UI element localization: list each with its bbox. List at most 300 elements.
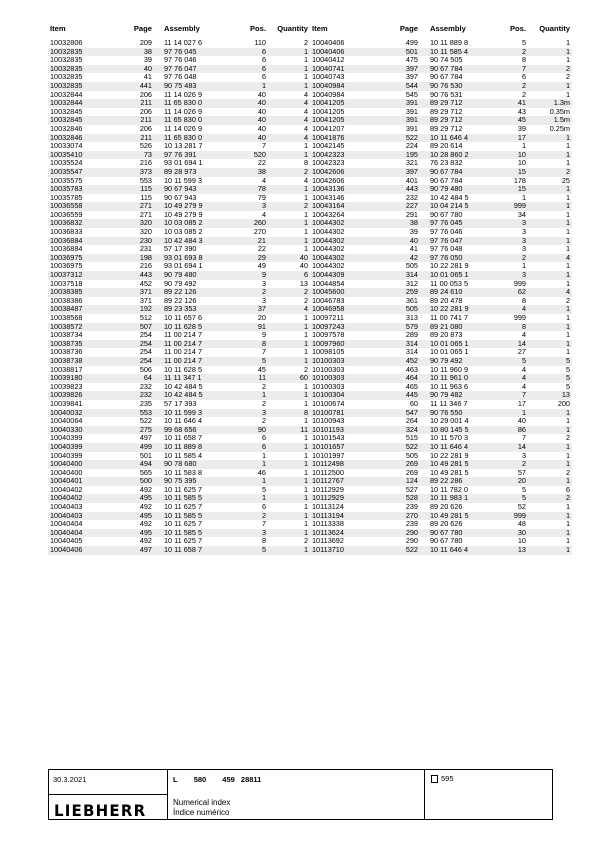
footer-date: 30.3.2021 bbox=[53, 775, 87, 784]
table-row bbox=[48, 314, 310, 323]
cell-item: 10032845 bbox=[50, 107, 83, 116]
cell-pos: 15 bbox=[494, 185, 528, 194]
table-row bbox=[310, 168, 572, 177]
cell-quantity: 6 bbox=[565, 485, 570, 494]
table-row bbox=[48, 426, 310, 435]
table-row bbox=[310, 108, 572, 117]
cell-quantity: 1 bbox=[268, 82, 310, 91]
cell-page: 371 bbox=[122, 288, 154, 297]
cell-pos: 520 bbox=[234, 151, 268, 160]
cell-page: 545 bbox=[405, 90, 418, 99]
header-page: Page bbox=[399, 24, 418, 33]
cell-page: 397 bbox=[405, 73, 418, 82]
cell-page: 38 bbox=[390, 219, 420, 228]
cell-pos: 8 bbox=[234, 340, 268, 349]
cell-item: 10097211 bbox=[312, 314, 344, 322]
cell-pos: 3 bbox=[494, 219, 528, 228]
cell-quantity: 2 bbox=[528, 494, 572, 503]
table-row bbox=[310, 245, 572, 254]
table-row bbox=[48, 262, 310, 271]
table-row bbox=[48, 202, 310, 211]
cell-quantity: 1 bbox=[565, 56, 570, 65]
cell-quantity: 1 bbox=[303, 142, 308, 151]
cell-assembly: 97 76 048 bbox=[164, 73, 197, 82]
cell-item: 10100303 bbox=[310, 374, 390, 383]
cell-assembly: 89 29 712 bbox=[430, 107, 463, 116]
table-row bbox=[48, 91, 310, 100]
cell-assembly: 10 22 281 9 bbox=[430, 451, 469, 460]
cell-pos: 2 bbox=[234, 512, 268, 521]
cell-assembly: 10 11 960 9 bbox=[430, 365, 469, 374]
cell-quantity: 1 bbox=[303, 485, 308, 494]
cell-assembly: 90 67 780 bbox=[430, 210, 463, 219]
cell-page: 501 bbox=[390, 48, 420, 57]
cell-pos: 40 bbox=[234, 134, 268, 143]
cell-pos: 6 bbox=[234, 65, 268, 74]
cell-assembly: 11 65 830 0 bbox=[154, 134, 234, 143]
cell-page: 290 bbox=[405, 537, 418, 546]
cell-page: 254 bbox=[122, 357, 154, 366]
table-row bbox=[48, 108, 310, 117]
cell-page: 198 bbox=[122, 254, 154, 263]
cell-assembly: 10 42 484 5 bbox=[164, 382, 203, 391]
table-row bbox=[310, 537, 572, 546]
cell-pos: 29 bbox=[234, 254, 268, 263]
cell-pos: 9 bbox=[234, 271, 268, 280]
cell-page: 506 bbox=[139, 365, 152, 374]
cell-item: 10113710 bbox=[310, 546, 390, 555]
cell-page: 494 bbox=[122, 460, 154, 469]
cell-page: 371 bbox=[139, 296, 152, 305]
header-assembly: Assembly bbox=[430, 24, 466, 33]
footer-divider bbox=[424, 770, 425, 819]
cell-quantity: 2 bbox=[565, 468, 570, 477]
cell-page: 452 bbox=[390, 357, 420, 366]
table-row bbox=[310, 486, 572, 495]
cell-assembly: 89 20 873 bbox=[430, 331, 463, 340]
cell-assembly: 57 17 393 bbox=[164, 399, 197, 408]
table-row bbox=[310, 228, 572, 237]
cell-page: 522 bbox=[390, 134, 420, 143]
cell-page: 464 bbox=[390, 374, 420, 383]
cell-page: 397 bbox=[390, 168, 420, 177]
cell-quantity: 1 bbox=[268, 546, 310, 555]
table-row bbox=[48, 546, 310, 555]
table-row bbox=[310, 512, 572, 521]
cell-assembly: 93 01 693 8 bbox=[154, 254, 234, 263]
cell-assembly: 89 20 614 bbox=[430, 142, 463, 151]
cell-page: 499 bbox=[405, 39, 418, 47]
table-row bbox=[48, 537, 310, 546]
table-row bbox=[310, 125, 572, 134]
table-row bbox=[310, 159, 572, 168]
cell-pos: 22 bbox=[257, 159, 266, 168]
cell-page: 553 bbox=[139, 176, 152, 185]
cell-quantity: 4 bbox=[303, 107, 308, 116]
cell-assembly: 89 29 712 bbox=[420, 99, 494, 108]
cell-item: 10112929 bbox=[310, 494, 390, 503]
cell-pos: 20 bbox=[257, 314, 266, 322]
header-item: Item bbox=[312, 24, 328, 33]
cell-pos: 21 bbox=[234, 237, 268, 246]
cell-pos: 3 bbox=[521, 245, 526, 254]
cell-pos: 10 bbox=[494, 151, 528, 160]
table-row bbox=[48, 142, 310, 151]
table-row bbox=[310, 503, 572, 512]
cell-item: 10035410 bbox=[48, 151, 122, 160]
cell-page: 192 bbox=[122, 305, 154, 314]
cell-quantity: 1 bbox=[528, 151, 572, 160]
table-row bbox=[310, 73, 572, 82]
cell-quantity: 1 bbox=[528, 546, 572, 555]
cell-assembly: 90 79 492 bbox=[420, 357, 494, 366]
cell-pos: 2 bbox=[494, 82, 528, 91]
cell-quantity: 1 bbox=[565, 451, 570, 460]
cell-quantity: 1 bbox=[565, 537, 570, 546]
table-row bbox=[48, 271, 310, 280]
cell-pos: 86 bbox=[494, 426, 528, 435]
cell-page: 492 bbox=[139, 537, 152, 546]
model-prefix: L bbox=[173, 775, 178, 784]
cell-assembly: 90 67 943 bbox=[164, 193, 197, 202]
cell-quantity: 2 bbox=[303, 365, 308, 374]
cell-assembly: 89 29 712 bbox=[430, 124, 463, 133]
table-row bbox=[310, 383, 572, 392]
cell-assembly: 57 17 390 bbox=[164, 245, 197, 254]
cell-item: 10038385 bbox=[48, 288, 122, 297]
cell-item: 10032806 bbox=[50, 39, 83, 47]
cell-quantity: 2 bbox=[303, 39, 308, 47]
cell-item: 10038386 bbox=[50, 296, 83, 305]
cell-pos: 15 bbox=[494, 168, 528, 177]
cell-item: 10097960 bbox=[310, 340, 390, 349]
cell-quantity: 1 bbox=[303, 56, 308, 65]
table-row bbox=[310, 219, 572, 228]
cell-item: 10032846 bbox=[50, 124, 83, 133]
cell-item: 10040406 bbox=[312, 39, 345, 47]
footer-title-es: Índice numérico bbox=[173, 808, 230, 817]
table-row bbox=[310, 65, 572, 74]
cell-assembly: 10 01 065 1 bbox=[420, 271, 494, 280]
cell-pos: 91 bbox=[234, 323, 268, 332]
cell-page: 211 bbox=[122, 99, 154, 108]
cell-item: 10040402 bbox=[50, 485, 83, 494]
cell-assembly: 10 49 281 5 bbox=[420, 460, 494, 469]
cell-pos: 6 bbox=[261, 56, 266, 65]
table-row bbox=[48, 340, 310, 349]
cell-pos: 2 bbox=[521, 90, 526, 99]
table-row bbox=[48, 297, 310, 306]
cell-page: 314 bbox=[390, 340, 420, 349]
cell-item: 10043136 bbox=[310, 185, 390, 194]
cell-pos: 1 bbox=[234, 391, 268, 400]
table-row bbox=[48, 280, 310, 289]
cell-quantity: 1 bbox=[268, 357, 310, 366]
table-row bbox=[48, 116, 310, 125]
cell-quantity: 1 bbox=[528, 237, 572, 246]
cell-page: 492 bbox=[139, 503, 152, 512]
header-quantity: Quantity bbox=[277, 24, 308, 33]
cell-pos: 4 bbox=[521, 365, 526, 374]
cell-page: 269 bbox=[405, 468, 418, 477]
cell-page: 254 bbox=[122, 340, 154, 349]
table-row bbox=[48, 151, 310, 160]
cell-page: 40 bbox=[390, 237, 420, 246]
cell-item: 10035783 bbox=[48, 185, 122, 194]
table-row bbox=[310, 39, 572, 48]
cell-item: 10040399 bbox=[50, 434, 83, 443]
cell-pos: 1 bbox=[494, 409, 528, 418]
cell-pos: 43 bbox=[517, 107, 526, 116]
cell-quantity: 1 bbox=[303, 468, 308, 477]
cell-quantity: 1 bbox=[268, 494, 310, 503]
cell-assembly: 10 49 281 5 bbox=[420, 512, 494, 521]
cell-item: 10035547 bbox=[48, 168, 122, 177]
cell-pos: 57 bbox=[517, 468, 526, 477]
table-row bbox=[310, 142, 572, 151]
cell-pos: 2 bbox=[234, 288, 268, 297]
cell-page: 211 bbox=[122, 116, 154, 125]
cell-page: 505 bbox=[390, 305, 420, 314]
cell-quantity: 1 bbox=[303, 228, 308, 237]
cell-page: 42 bbox=[390, 254, 420, 263]
cell-item: 10035524 bbox=[50, 159, 83, 168]
cell-page: 206 bbox=[139, 124, 152, 133]
index-table-left bbox=[48, 25, 310, 555]
cell-pos: 110 bbox=[254, 39, 266, 47]
cell-page: 231 bbox=[139, 245, 152, 254]
cell-item: 10036884 bbox=[48, 237, 122, 246]
table-row bbox=[48, 520, 310, 529]
cell-item: 10038817 bbox=[50, 365, 83, 374]
cell-pos: 14 bbox=[494, 443, 528, 452]
cell-quantity: 1 bbox=[303, 399, 308, 408]
cell-quantity: 1 bbox=[268, 48, 310, 57]
table-row bbox=[310, 426, 572, 435]
cell-item: 10100674 bbox=[312, 399, 345, 408]
cell-page: 391 bbox=[405, 124, 418, 133]
cell-assembly: 10 49 279 9 bbox=[154, 202, 234, 211]
cell-pos: 3 bbox=[521, 228, 526, 237]
cell-page: 38 bbox=[122, 48, 154, 57]
cell-page: 361 bbox=[405, 296, 418, 305]
table-row bbox=[48, 503, 310, 512]
cell-assembly: 10 11 963 6 bbox=[430, 382, 469, 391]
table-body-right bbox=[310, 39, 572, 555]
index-table-right bbox=[310, 25, 572, 555]
cell-page: 264 bbox=[405, 417, 418, 426]
cell-assembly: 10 11 625 7 bbox=[164, 503, 203, 512]
table-row bbox=[48, 331, 310, 340]
cell-assembly: 90 67 784 bbox=[430, 176, 463, 185]
cell-item: 10101193 bbox=[310, 426, 390, 435]
cell-item: 10036975 bbox=[48, 254, 122, 263]
table-row bbox=[48, 125, 310, 134]
cell-quantity: 1 bbox=[528, 426, 572, 435]
cell-item: 10038572 bbox=[48, 323, 122, 332]
cell-assembly: 10 11 599 3 bbox=[164, 176, 203, 185]
cell-quantity: 1 bbox=[268, 340, 310, 349]
cell-pos: 41 bbox=[494, 99, 528, 108]
cell-page: 227 bbox=[390, 202, 420, 211]
cell-pos: 8 bbox=[494, 323, 528, 332]
cell-assembly: 10 11 782 0 bbox=[430, 485, 469, 494]
cell-item: 10041207 bbox=[312, 124, 345, 133]
cell-pos: 49 bbox=[257, 262, 266, 271]
cell-quantity: 8 bbox=[303, 159, 308, 168]
cell-item: 10045600 bbox=[310, 288, 390, 297]
cell-assembly: 97 76 050 bbox=[420, 254, 494, 263]
cell-quantity: 2 bbox=[565, 296, 570, 305]
table-row bbox=[48, 56, 310, 65]
table-row bbox=[310, 417, 572, 426]
cell-assembly: 10 11 625 7 bbox=[164, 537, 203, 546]
cell-item: 10041205 bbox=[310, 116, 390, 125]
cell-assembly: 89 23 353 bbox=[154, 305, 234, 314]
table-row bbox=[48, 168, 310, 177]
cell-quantity: 1 bbox=[528, 529, 572, 538]
cell-pos: 7 bbox=[521, 434, 526, 443]
cell-pos: 39 bbox=[517, 124, 526, 133]
cell-quantity: 1 bbox=[565, 417, 570, 426]
cell-assembly: 11 00 214 7 bbox=[154, 357, 234, 366]
cell-pos: 10 bbox=[517, 159, 526, 168]
page-footer bbox=[48, 769, 553, 820]
cell-page: 499 bbox=[122, 443, 154, 452]
cell-item: 10100781 bbox=[310, 409, 390, 418]
cell-quantity: 0.35m bbox=[549, 107, 570, 116]
cell-quantity: 4 bbox=[268, 116, 310, 125]
cell-pos: 90 bbox=[234, 426, 268, 435]
cell-item: 10037312 bbox=[48, 271, 122, 280]
cell-item: 10044302 bbox=[310, 254, 390, 263]
cell-item: 10040404 bbox=[48, 529, 122, 538]
book-icon bbox=[431, 775, 438, 783]
cell-assembly: 90 75 483 bbox=[154, 82, 234, 91]
cell-pos: 40 bbox=[257, 90, 266, 99]
cell-page: 547 bbox=[390, 409, 420, 418]
cell-item: 10100303 bbox=[312, 382, 345, 391]
model-c: 28811 bbox=[240, 775, 262, 784]
cell-page: 239 bbox=[405, 503, 418, 512]
cell-assembly: 10 03 085 2 bbox=[164, 228, 203, 237]
table-row bbox=[48, 194, 310, 203]
cell-pos: 62 bbox=[494, 288, 528, 297]
cell-page: 522 bbox=[390, 546, 420, 555]
cell-item: 10097578 bbox=[312, 331, 345, 340]
cell-item: 10032835 bbox=[48, 82, 122, 91]
cell-item: 10032844 bbox=[50, 90, 83, 99]
cell-pos: 1 bbox=[261, 451, 266, 460]
cell-pos: 6 bbox=[521, 73, 526, 82]
cell-quantity: 1 bbox=[268, 443, 310, 452]
cell-page: 445 bbox=[390, 391, 420, 400]
cell-quantity: 6 bbox=[268, 271, 310, 280]
cell-item: 10101657 bbox=[310, 443, 390, 452]
cell-assembly: 11 14 026 9 bbox=[164, 124, 203, 133]
cell-item: 10042145 bbox=[312, 142, 345, 151]
cell-item: 10044302 bbox=[312, 228, 345, 237]
cell-pos: 260 bbox=[234, 219, 268, 228]
cell-assembly: 10 11 646 4 bbox=[164, 417, 203, 426]
cell-item: 10040032 bbox=[48, 409, 122, 418]
cell-item: 10044302 bbox=[310, 219, 390, 228]
table-row bbox=[48, 512, 310, 521]
cell-pos: 38 bbox=[234, 168, 268, 177]
cell-page: 235 bbox=[139, 399, 152, 408]
cell-quantity: 4 bbox=[268, 305, 310, 314]
cell-item: 10097243 bbox=[310, 323, 390, 332]
cell-assembly: 90 76 530 bbox=[420, 82, 494, 91]
cell-item: 10037518 bbox=[50, 279, 83, 288]
cell-item: 10032845 bbox=[48, 116, 122, 125]
table-row bbox=[48, 82, 310, 91]
cell-item: 10040400 bbox=[48, 460, 122, 469]
cell-assembly: 10 80 145 5 bbox=[420, 426, 494, 435]
cell-quantity: 1 bbox=[303, 503, 308, 512]
cell-assembly: 90 67 780 bbox=[430, 537, 463, 546]
table-row bbox=[310, 366, 572, 375]
cell-quantity: 1 bbox=[268, 65, 310, 74]
cell-page: 497 bbox=[139, 434, 152, 443]
cell-assembly: 89 22 126 bbox=[154, 288, 234, 297]
cell-page: 314 bbox=[390, 271, 420, 280]
table-row bbox=[310, 529, 572, 538]
cell-page: 495 bbox=[122, 494, 154, 503]
cell-pos: 17 bbox=[517, 399, 526, 408]
cell-assembly: 97 76 045 bbox=[420, 219, 494, 228]
cell-assembly: 11 65 830 0 bbox=[154, 116, 234, 125]
cell-pos: 48 bbox=[517, 520, 526, 529]
cell-pos: 27 bbox=[517, 348, 526, 357]
cell-page: 232 bbox=[405, 193, 418, 202]
cell-quantity: 1 bbox=[303, 382, 308, 391]
cell-page: 271 bbox=[139, 210, 152, 219]
table-row bbox=[48, 443, 310, 452]
cell-assembly: 90 78 680 bbox=[154, 460, 234, 469]
cell-quantity: 1 bbox=[565, 348, 570, 357]
cell-page: 271 bbox=[122, 202, 154, 211]
cell-item: 10113624 bbox=[310, 529, 390, 538]
cell-item: 10043146 bbox=[312, 193, 345, 202]
cell-page: 497 bbox=[122, 546, 154, 555]
table-row bbox=[310, 237, 572, 246]
cell-item: 10112498 bbox=[310, 460, 390, 469]
cell-pos: 3 bbox=[494, 237, 528, 246]
cell-item: 10113124 bbox=[312, 503, 344, 512]
cell-item: 10041205 bbox=[310, 99, 390, 108]
cell-page: 206 bbox=[139, 90, 152, 99]
cell-page: 492 bbox=[139, 520, 152, 529]
cell-pos: 6 bbox=[261, 434, 266, 443]
cell-page: 209 bbox=[139, 39, 152, 47]
cell-item: 10046958 bbox=[310, 305, 390, 314]
cell-pos: 999 bbox=[513, 279, 526, 288]
model-number bbox=[173, 775, 275, 784]
cell-assembly: 89 28 973 bbox=[154, 168, 234, 177]
table-row bbox=[310, 443, 572, 452]
cell-assembly: 10 11 658 7 bbox=[164, 434, 203, 443]
cell-item: 10042606 bbox=[310, 168, 390, 177]
cell-quantity: 5 bbox=[565, 382, 570, 391]
cell-page: 505 bbox=[405, 451, 418, 460]
cell-quantity: 2 bbox=[303, 537, 308, 546]
cell-pos: 3 bbox=[521, 451, 526, 460]
cell-assembly: 11 11 346 7 bbox=[430, 399, 468, 408]
cell-page: 195 bbox=[390, 151, 420, 160]
table-row bbox=[310, 202, 572, 211]
cell-assembly: 10 11 625 7 bbox=[164, 520, 203, 529]
